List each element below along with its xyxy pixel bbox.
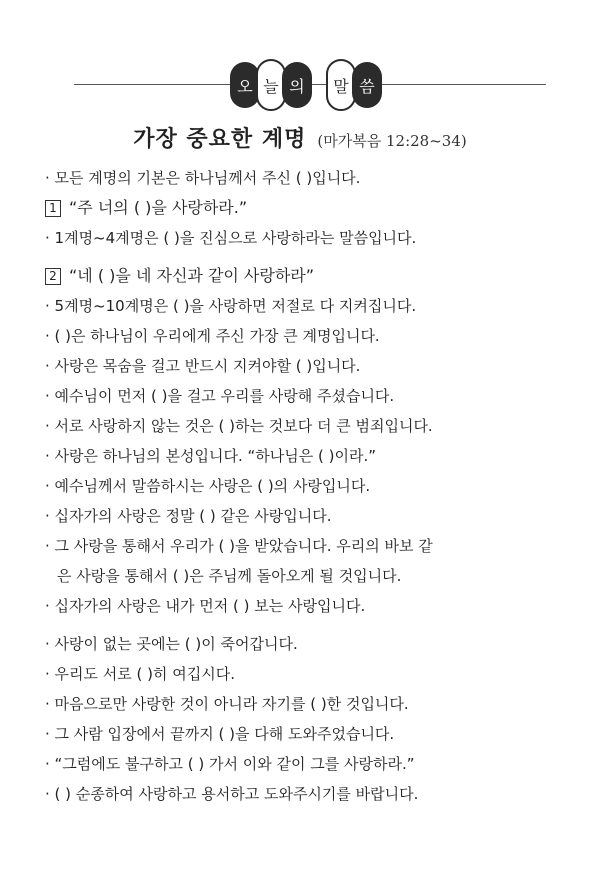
list-item: · ( ) 순종하여 사랑하고 용서하고 도와주시기를 바랍니다. [45, 785, 419, 803]
section-heading [45, 193, 565, 223]
todays-word-badge [230, 62, 378, 108]
list-item: · 사랑이 없는 곳에는 ( )이 죽어갑니다. [45, 635, 298, 653]
badge-char: 의 [282, 62, 312, 108]
section-number-2: 2 [45, 268, 61, 285]
list-item: · 십자가의 사랑은 내가 먼저 ( ) 보는 사랑입니다. [45, 597, 366, 615]
section-heading [45, 261, 565, 291]
list-item: · 우리도 서로 ( )히 여깁시다. [45, 665, 235, 683]
title-main: 가장 중요한 계명 [133, 127, 307, 152]
badge-char: 씀 [352, 62, 382, 108]
list-item: · 십자가의 사랑은 정말 ( ) 같은 사랑입니다. [45, 507, 332, 525]
list-item: · 예수님께서 말씀하시는 사랑은 ( )의 사랑입니다. [45, 477, 371, 495]
list-item: · 그 사람 입장에서 끝까지 ( )을 다해 도와주었습니다. [45, 725, 395, 743]
worksheet-lines [45, 163, 565, 809]
list-item: · 서로 사랑하지 않는 것은 ( )하는 것보다 더 큰 범죄입니다. [45, 417, 433, 435]
heading-text: “네 ( )을 네 자신과 같이 사랑하라” [69, 266, 315, 285]
list-item: · 그 사랑을 통해서 우리가 ( )을 받았습니다. 우리의 바보 같 [45, 537, 433, 555]
list-item: · 1계명~4계명은 ( )을 진심으로 사랑하라는 말씀입니다. [45, 229, 417, 247]
list-item: · 마음으로만 사랑한 것이 아니라 자기를 ( )한 것입니다. [45, 695, 409, 713]
list-item: · ( )은 하나님이 우리에게 주신 가장 큰 계명입니다. [45, 327, 380, 345]
badge-char: 말 [326, 59, 356, 111]
section-number-1: 1 [45, 200, 61, 217]
list-item-continuation: 은 사랑을 통해서 ( )은 주님께 돌아오게 될 것입니다. [57, 567, 402, 585]
list-item: · 사랑은 하나님의 본성입니다. “하나님은 ( )이라.” [45, 447, 376, 465]
badge-char: 오 [230, 62, 260, 108]
scripture-reference: (마가복음 12:28~34) [317, 132, 467, 150]
list-item: · 예수님이 먼저 ( )을 걸고 우리를 사랑해 주셨습니다. [45, 387, 395, 405]
list-item: · 5계명~10계명은 ( )을 사랑하면 저절로 다 지켜집니다. [45, 297, 417, 315]
badge-char: 늘 [256, 59, 286, 111]
page-title [0, 122, 600, 153]
list-item: · 모든 계명의 기본은 하나님께서 주신 ( )입니다. [45, 169, 361, 187]
list-item: · 사랑은 목숨을 걸고 반드시 지켜야할 ( )입니다. [45, 357, 361, 375]
header [0, 0, 600, 120]
heading-text: “주 너의 ( )을 사랑하라.” [69, 198, 248, 217]
list-item: · “그럼에도 불구하고 ( ) 가서 이와 같이 그를 사랑하라.” [45, 755, 415, 773]
